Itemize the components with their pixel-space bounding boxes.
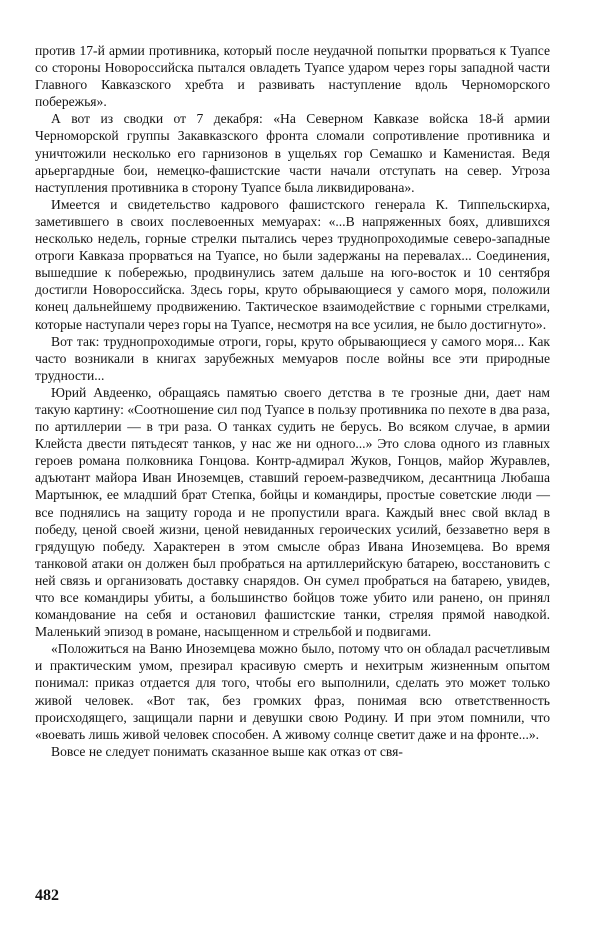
- paragraph-avdeenko: Юрий Авдеенко, обращаясь памятью своего детства в те грозные дни, дает нам такую картину: «Соотношение сил под Туапсе в пользу противника по пехоте в два раза, по артиллерии — в три раза. О танках судить не берусь. Во всяком случае, в армии Клейста двести пятьдесят танков, у нас же ни одного...» Это слова одного из главных героев романа полковника Гонцова. Контр-адмирал Жуков, Гонцов, майор Журавлев, адъютант майора Иван Иноземцев, ставший героем-разведчиком, десантница Любаша Мартынюк, ее младший брат Степка, бойцы и командиры, простые советские люди — все поднялись на защиту города и не пропустили врага. Каждый внес свой вклад в победу, ценой своей жизни, ценой невиданных героических усилий, беззаветно веря в грядущую победу. Характерен в этом смысле образ Ивана Иноземцева. Во время танковой атаки он должен был пробраться на артиллерийскую батарею, восстановить с ней связь и организовать доставку снарядов. Он сумел пробраться на батарею, увидев, что все командиры убиты, а большинство бойцов тоже убито или ранено, он принял командование на себя и остановил фашистские танки, стреляя прямой наводкой. Маленький эпизод в романе, насыщенном и стрельбой и подвигами.: [35, 384, 550, 640]
- paragraph-december-report: А вот из сводки от 7 декабря: «На Северном Кавказе войска 18-й армии Черноморской группы Закавказского фронта сломали сопротивление противника и уничтожили несколько его гарнизонов в ущельях гор Семашко и Каменистая. Ведя арьергардные бои, немецко-фашистские части начали отступать на север. Угроза наступления противника в сторону Туапсе была ликвидирована».: [35, 111, 550, 195]
- paragraph-inozemtsev-quote: «Положиться на Ваню Иноземцева можно было, потому что он обладал расчетливым и практическим умом, презирал красивую смерть и нехитрым жизненным опытом понимал: приказ отдается для того, чтобы его выполнили, сделать это может только живой человек. «Вот так, без громких фраз, понимая всю ответственность происходящего, защищали парни и девушки свою Родину. И при этом помнили, что «воевать лишь живой человек способен. А живому солнце светит даже и на фронте...».: [35, 641, 550, 742]
- page-number: 482: [35, 887, 59, 904]
- paragraph-continuation: против 17-й армии противника, который после неудачной попытки прорваться к Туапсе со стороны Новороссийска пытался овладеть Туапсе ударом через горы западной части Главного Кавказского хребта и развивать наступление вдоль Черноморского побережья».: [35, 43, 550, 110]
- page-body: [35, 42, 550, 760]
- paragraph-final: Вовсе не следует понимать сказанное выше как отказ от свя-: [51, 743, 403, 759]
- paragraph-mountains: Вот так: труднопроходимые отроги, горы, круто обрывающиеся у самого моря... Как часто возникали в книгах зарубежных мемуаров после войны все эти природные трудности...: [35, 333, 550, 383]
- paragraph-tippelskirch: Имеется и свидетельство кадрового фашистского генерала К. Типпельскирха, заметившего в своих послевоенных мемуарах: «...В напряженных боях, длившихся несколько недель, горные стрелки пытались через труднопроходимые северо-западные отроги Кавказа прорваться на Туапсе, но были задержаны на перевалах... Соединения, вышедшие к побережью, продвинулись затем дальше на юго-восток и 10 сентября достигли Новороссийска. Здесь горы, круто обрывающиеся у самого моря, положили конец дальнейшему продвижению. Тактическое взаимодействие с горными стрелками, которые наступали через горы на Туапсе, несмотря на все усилия, не было достигнуто».: [35, 196, 550, 332]
